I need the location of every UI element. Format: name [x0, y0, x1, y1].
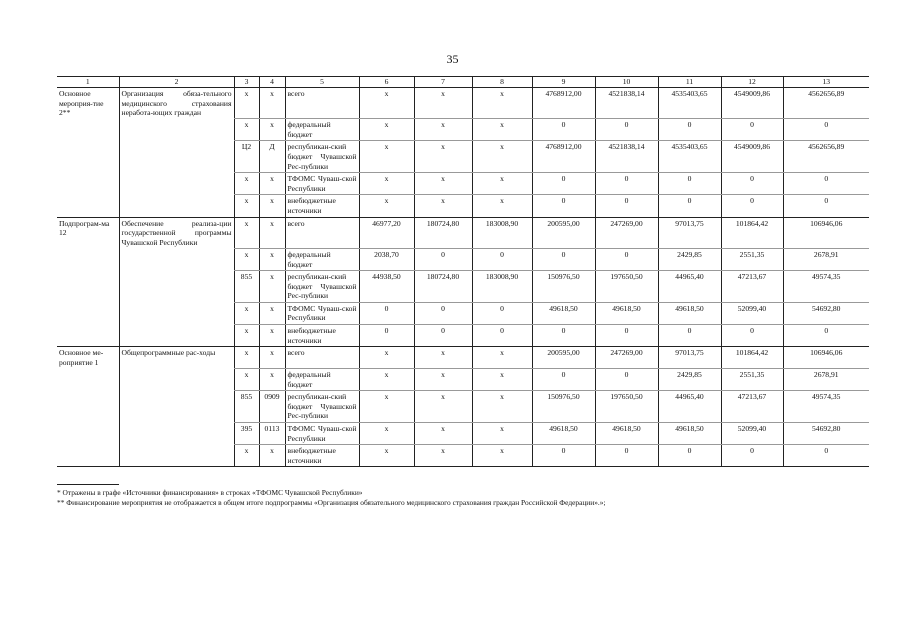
value-col9: 4768912,00	[532, 141, 595, 173]
value-col8: 0	[472, 302, 532, 324]
value-col7: x	[414, 141, 472, 173]
program-description-cell	[119, 173, 234, 195]
column-number: 13	[783, 77, 869, 88]
table-row	[57, 217, 869, 248]
value-col11: 2429,85	[658, 368, 721, 390]
value-col7: x	[414, 88, 472, 119]
value-col12: 4549009,86	[721, 88, 783, 119]
value-col12: 0	[721, 119, 783, 141]
code-col3: x	[234, 248, 259, 270]
value-col7: x	[414, 391, 472, 423]
table-row	[57, 445, 869, 467]
footnotes	[57, 488, 877, 508]
value-col9: 0	[532, 195, 595, 217]
code-col3: x	[234, 217, 259, 248]
value-col12: 0	[721, 325, 783, 347]
value-col7: 0	[414, 248, 472, 270]
value-col12: 0	[721, 173, 783, 195]
program-description-cell: Обеспечение реализа-ции государственной программы Чувашской Республики	[119, 217, 234, 248]
value-col9: 0	[532, 325, 595, 347]
value-col6: x	[359, 119, 414, 141]
program-name-cell	[57, 271, 119, 303]
value-col13: 2678,91	[783, 248, 869, 270]
value-col8: 183008,90	[472, 271, 532, 303]
value-col10: 0	[595, 325, 658, 347]
program-name-cell	[57, 325, 119, 347]
column-number: 2	[119, 77, 234, 88]
code-col4: 0113	[259, 422, 285, 444]
value-col10: 0	[595, 195, 658, 217]
table-row	[57, 141, 869, 173]
funding-source: республикан-ский бюджет Чувашской Рес-публики	[285, 271, 359, 303]
value-col11: 0	[658, 325, 721, 347]
footnote-divider	[57, 484, 119, 485]
value-col9: 200595,00	[532, 347, 595, 369]
value-col11: 0	[658, 195, 721, 217]
code-col4: x	[259, 445, 285, 467]
funding-source: федеральный бюджет	[285, 368, 359, 390]
value-col6: x	[359, 422, 414, 444]
program-name-cell	[57, 302, 119, 324]
value-col10: 197650,50	[595, 391, 658, 423]
value-col13: 4562656,89	[783, 88, 869, 119]
program-name-cell	[57, 195, 119, 217]
value-col8: x	[472, 195, 532, 217]
value-col10: 0	[595, 173, 658, 195]
code-col4: x	[259, 217, 285, 248]
value-col8: x	[472, 445, 532, 467]
value-col12: 4549009,86	[721, 141, 783, 173]
value-col13: 0	[783, 195, 869, 217]
value-col11: 0	[658, 119, 721, 141]
program-description-cell: Общепрограммные рас-ходы	[119, 347, 234, 369]
value-col8: 183008,90	[472, 217, 532, 248]
value-col6: 0	[359, 325, 414, 347]
value-col7: 180724,80	[414, 271, 472, 303]
value-col10: 49618,50	[595, 302, 658, 324]
value-col8: x	[472, 119, 532, 141]
value-col10: 0	[595, 248, 658, 270]
column-number-row	[57, 77, 869, 88]
code-col4: x	[259, 248, 285, 270]
program-name-cell	[57, 422, 119, 444]
value-col13: 0	[783, 325, 869, 347]
value-col6: x	[359, 368, 414, 390]
value-col11: 44965,40	[658, 271, 721, 303]
page-number: 35	[446, 52, 459, 66]
table-row	[57, 302, 869, 324]
code-col4: x	[259, 368, 285, 390]
value-col13: 0	[783, 119, 869, 141]
value-col8: 0	[472, 248, 532, 270]
value-col11: 4535403,65	[658, 88, 721, 119]
value-col12: 101864,42	[721, 347, 783, 369]
program-name-cell: Основное ме-роприятие 1	[59, 348, 104, 367]
value-col13: 2678,91	[783, 368, 869, 390]
table-row	[57, 325, 869, 347]
program-description-cell	[119, 119, 234, 141]
code-col3: x	[234, 368, 259, 390]
value-col7: x	[414, 347, 472, 369]
funding-source: федеральный бюджет	[285, 248, 359, 270]
program-description-cell	[119, 195, 234, 217]
program-name-cell	[57, 391, 119, 423]
value-col11: 97013,75	[658, 347, 721, 369]
value-col12: 52099,40	[721, 422, 783, 444]
value-col8: x	[472, 422, 532, 444]
funding-source: ТФОМС Чуваш-ской Республики	[285, 422, 359, 444]
program-description-cell: Организация обяза-тельного медицинского страхования неработа-ющих граждан	[119, 88, 234, 119]
value-col12: 0	[721, 445, 783, 467]
value-col13: 0	[783, 445, 869, 467]
value-col13: 54692,80	[783, 302, 869, 324]
table-row	[57, 368, 869, 390]
code-col3: x	[234, 325, 259, 347]
value-col13: 49574,35	[783, 391, 869, 423]
table-row	[57, 119, 869, 141]
value-col7: 180724,80	[414, 217, 472, 248]
value-col12: 2551,35	[721, 368, 783, 390]
code-col3: x	[234, 119, 259, 141]
value-col13: 0	[783, 173, 869, 195]
column-number: 5	[285, 77, 359, 88]
code-col4: x	[259, 271, 285, 303]
value-col11: 49618,50	[658, 422, 721, 444]
column-number: 1	[57, 77, 119, 88]
value-col6: 0	[359, 302, 414, 324]
column-number: 7	[414, 77, 472, 88]
value-col6: 44938,50	[359, 271, 414, 303]
table-body	[57, 88, 869, 467]
value-col7: x	[414, 368, 472, 390]
value-col8: x	[472, 347, 532, 369]
value-col6: x	[359, 88, 414, 119]
value-col7: 0	[414, 325, 472, 347]
program-description-cell	[119, 445, 234, 467]
code-col4: x	[259, 88, 285, 119]
program-name-cell	[57, 173, 119, 195]
value-col8: 0	[472, 325, 532, 347]
table-row	[57, 173, 869, 195]
code-col4: x	[259, 302, 285, 324]
column-number: 4	[259, 77, 285, 88]
value-col9: 150976,50	[532, 271, 595, 303]
value-col10: 4521838,14	[595, 88, 658, 119]
value-col12: 2551,35	[721, 248, 783, 270]
column-number: 9	[532, 77, 595, 88]
value-col8: x	[472, 88, 532, 119]
table-row	[57, 391, 869, 423]
table-row	[57, 271, 869, 303]
column-number: 3	[234, 77, 259, 88]
value-col8: x	[472, 173, 532, 195]
value-col7: x	[414, 422, 472, 444]
program-description-cell	[119, 271, 234, 303]
column-number: 12	[721, 77, 783, 88]
value-col12: 101864,42	[721, 217, 783, 248]
code-col3: x	[234, 88, 259, 119]
column-number: 11	[658, 77, 721, 88]
value-col9: 4768912,00	[532, 88, 595, 119]
value-col11: 4535403,65	[658, 141, 721, 173]
funding-source: федеральный бюджет	[285, 119, 359, 141]
program-description-cell	[119, 325, 234, 347]
funding-source: всего	[285, 347, 359, 369]
program-name-cell	[57, 248, 119, 270]
funding-source: республикан-ский бюджет Чувашской Рес-публики	[285, 391, 359, 423]
value-col10: 49618,50	[595, 422, 658, 444]
program-name-cell	[57, 119, 119, 141]
value-col10: 0	[595, 119, 658, 141]
code-col4: 0909	[259, 391, 285, 423]
program-description-cell	[119, 302, 234, 324]
value-col8: x	[472, 368, 532, 390]
program-description-cell	[119, 368, 234, 390]
program-name-cell	[57, 368, 119, 390]
value-col9: 0	[532, 368, 595, 390]
value-col6: x	[359, 141, 414, 173]
program-name-cell: Основное мероприя-тие 2**	[59, 89, 104, 118]
value-col11: 44965,40	[658, 391, 721, 423]
value-col9: 150976,50	[532, 391, 595, 423]
value-col13: 106946,06	[783, 347, 869, 369]
funding-source: внебюджетные источники	[285, 195, 359, 217]
code-col3: x	[234, 173, 259, 195]
value-col11: 2429,85	[658, 248, 721, 270]
value-col9: 0	[532, 173, 595, 195]
value-col9: 0	[532, 119, 595, 141]
value-col12: 47213,67	[721, 391, 783, 423]
code-col3: x	[234, 445, 259, 467]
column-number: 10	[595, 77, 658, 88]
table-row	[57, 248, 869, 270]
code-col4: x	[259, 325, 285, 347]
code-col3: x	[234, 302, 259, 324]
value-col10: 247269,00	[595, 217, 658, 248]
value-col6: 46977,20	[359, 217, 414, 248]
value-col7: 0	[414, 302, 472, 324]
footnote-2: ** Финансирование мероприятия не отображается в общем итоге подпрограммы «Организация обязательного медицинского страхования граждан Российской Федерации».»;	[57, 497, 606, 507]
value-col11: 0	[658, 445, 721, 467]
funding-source: ТФОМС Чуваш-ской Республики	[285, 302, 359, 324]
value-col6: x	[359, 173, 414, 195]
column-number: 8	[472, 77, 532, 88]
value-col6: 2038,70	[359, 248, 414, 270]
funding-source: внебюджетные источники	[285, 325, 359, 347]
program-description-cell	[119, 248, 234, 270]
value-col10: 197650,50	[595, 271, 658, 303]
footnote-1: * Отражены в графе «Источники финансирования» в строках «ТФОМС Чувашской Республики»	[57, 488, 363, 497]
code-col4: x	[259, 347, 285, 369]
code-col3: 855	[234, 271, 259, 303]
value-col13: 4562656,89	[783, 141, 869, 173]
value-col10: 0	[595, 368, 658, 390]
value-col13: 54692,80	[783, 422, 869, 444]
code-col3: 395	[234, 422, 259, 444]
value-col7: x	[414, 195, 472, 217]
value-col13: 49574,35	[783, 271, 869, 303]
value-col6: x	[359, 445, 414, 467]
value-col12: 52099,40	[721, 302, 783, 324]
value-col13: 106946,06	[783, 217, 869, 248]
program-name-cell: Подпрограм-ма 12	[59, 218, 110, 238]
funding-source: внебюджетные источники	[285, 445, 359, 467]
value-col8: x	[472, 391, 532, 423]
value-col9: 0	[532, 248, 595, 270]
table-row	[57, 347, 869, 369]
code-col4: Д	[259, 141, 285, 173]
value-col6: x	[359, 391, 414, 423]
funding-source: всего	[285, 217, 359, 248]
value-col8: x	[472, 141, 532, 173]
value-col12: 47213,67	[721, 271, 783, 303]
value-col7: x	[414, 119, 472, 141]
funding-source: ТФОМС Чуваш-ской Республики	[285, 173, 359, 195]
value-col9: 0	[532, 445, 595, 467]
value-col11: 97013,75	[658, 217, 721, 248]
value-col9: 200595,00	[532, 217, 595, 248]
column-number: 6	[359, 77, 414, 88]
value-col9: 49618,50	[532, 302, 595, 324]
code-col4: x	[259, 119, 285, 141]
program-description-cell	[119, 391, 234, 423]
value-col10: 4521838,14	[595, 141, 658, 173]
funding-source: республикан-ский бюджет Чувашской Рес-публики	[285, 141, 359, 173]
value-col10: 0	[595, 445, 658, 467]
value-col6: x	[359, 195, 414, 217]
program-name-cell	[57, 141, 119, 173]
code-col3: Ц2	[234, 141, 259, 173]
value-col12: 0	[721, 195, 783, 217]
value-col7: x	[414, 445, 472, 467]
code-col4: x	[259, 173, 285, 195]
value-col7: x	[414, 173, 472, 195]
code-col4: x	[259, 195, 285, 217]
program-name-cell	[57, 445, 119, 467]
funding-source: всего	[285, 88, 359, 119]
program-description-cell	[119, 422, 234, 444]
value-col11: 0	[658, 173, 721, 195]
program-description-cell	[119, 141, 234, 173]
table-row	[57, 422, 869, 444]
value-col9: 49618,50	[532, 422, 595, 444]
code-col3: 855	[234, 391, 259, 423]
code-col3: x	[234, 195, 259, 217]
budget-table	[57, 76, 869, 467]
code-col3: x	[234, 347, 259, 369]
table-row	[57, 195, 869, 217]
value-col10: 247269,00	[595, 347, 658, 369]
value-col11: 49618,50	[658, 302, 721, 324]
table-row	[57, 88, 869, 119]
value-col6: x	[359, 347, 414, 369]
